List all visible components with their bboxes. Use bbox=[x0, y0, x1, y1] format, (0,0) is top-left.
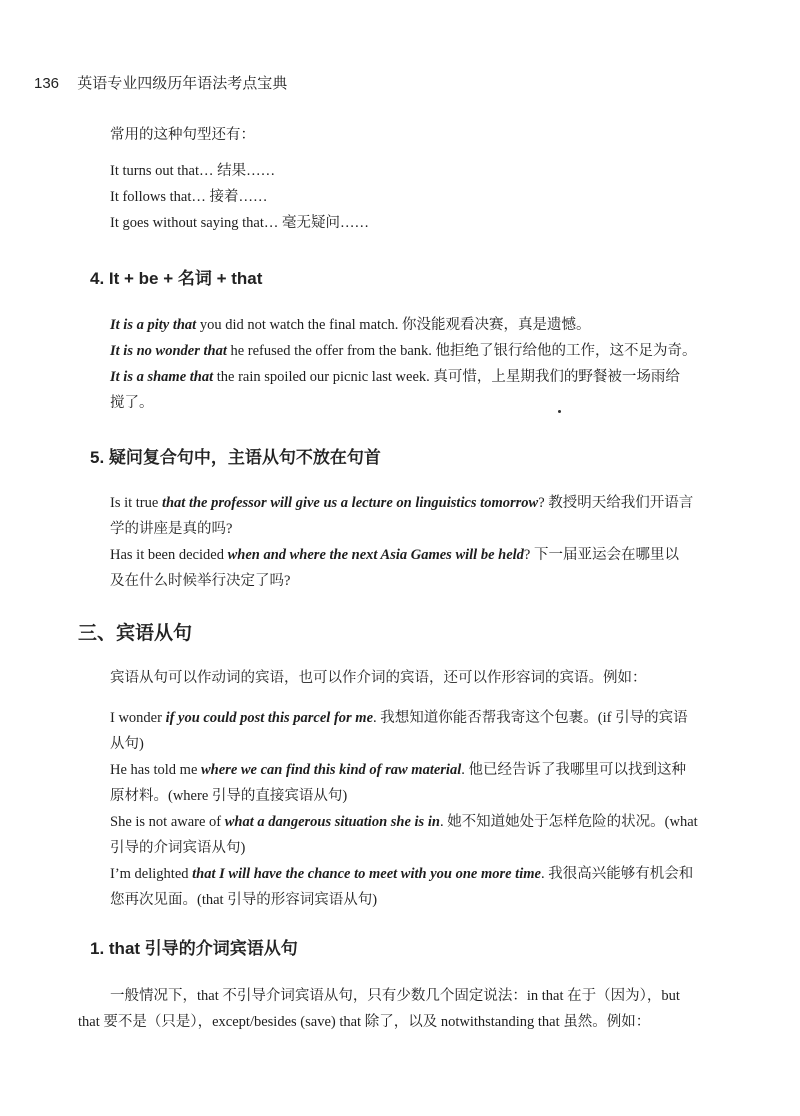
example-sentence: I wonder if you could post this parcel for me. 我想知道你能否帮我寄这个包裹。(if 引导的宾语 bbox=[110, 710, 688, 726]
example-sentence: I’m delighted that I will have the chance to meet with you one more time. 我很高兴能够有机会和 bbox=[110, 866, 694, 882]
section-three-examples bbox=[110, 705, 698, 913]
example-sentence-cont: 原材料。(where 引导的直接宾语从句) bbox=[110, 788, 348, 804]
example-sentence: He has told me where we can find this kind of raw material. 他已经告诉了我哪里可以找到这种 bbox=[110, 762, 686, 778]
subsection-1-paragraph bbox=[78, 983, 680, 1035]
common-patterns-block bbox=[110, 122, 369, 236]
example-sentence: It is no wonder that he refused the offer from the bank. 他拒绝了银行给他的工作，这不足为奇。 bbox=[110, 343, 697, 359]
example-sentence-cont: 搅了。 bbox=[110, 395, 154, 411]
section-5-heading: 5. 疑问复合句中，主语从句不放在句首 bbox=[90, 448, 381, 467]
example-sentence: She is not aware of what a dangerous situation she is in. 她不知道她处于怎样危险的状况。(what bbox=[110, 814, 698, 830]
paragraph-line: that 要不是（只是），except/besides (save) that 除了，以及 notwithstanding that 虽然。例如： bbox=[78, 1014, 651, 1030]
example-sentence-cont: 及在什么时候举行决定了吗? bbox=[110, 573, 291, 589]
subsection-1-heading: 1. that 引导的介词宾语从句 bbox=[90, 939, 298, 958]
example-sentence-cont: 从句) bbox=[110, 736, 144, 752]
stray-mark bbox=[558, 410, 561, 413]
example-sentence: Has it been decided when and where the next Asia Games will be held? 下一届亚运会在哪里以 bbox=[110, 547, 679, 563]
emphasis: what a dangerous situation she is in bbox=[224, 814, 440, 830]
example-sentence: Is it true that the professor will give us a lecture on linguistics tomorrow? 教授明天给我们开语言 bbox=[110, 495, 694, 511]
example-sentence-cont: 学的讲座是真的吗? bbox=[110, 521, 233, 537]
emphasis: where we can find this kind of raw material bbox=[201, 762, 462, 778]
page-header bbox=[34, 72, 287, 93]
pattern-item: It follows that… 接着…… bbox=[110, 189, 268, 205]
example-sentence: It is a shame that the rain spoiled our picnic last week. 真可惜，上星期我们的野餐被一场雨给 bbox=[110, 369, 680, 385]
emphasis: when and where the next Asia Games will be held bbox=[227, 547, 524, 563]
emphasis: It is a shame that bbox=[110, 369, 214, 385]
emphasis: that the professor will give us a lecture on linguistics tomorrow bbox=[161, 495, 539, 511]
section-three-heading: 三、宾语从句 bbox=[78, 622, 193, 644]
section-4-heading: 4. It + be + 名词 + that bbox=[90, 269, 263, 288]
pattern-item: It goes without saying that… 毫无疑问…… bbox=[110, 215, 369, 231]
emphasis: It is no wonder that bbox=[110, 343, 227, 359]
section-4-examples bbox=[110, 312, 697, 416]
example-sentence-cont: 引导的介词宾语从句) bbox=[110, 840, 246, 856]
paragraph-line: 一般情况下，that 不引导介词宾语从句，只有少数几个固定说法：in that 在于（因为），but bbox=[110, 988, 680, 1004]
common-patterns-intro: 常用的这种句型还有： bbox=[110, 127, 255, 143]
example-sentence: It is a pity that you did not watch the final match. 你没能观看决赛，真是遗憾。 bbox=[110, 317, 591, 333]
pattern-item: It turns out that… 结果…… bbox=[110, 163, 276, 179]
emphasis: that I will have the chance to meet with you one more time bbox=[192, 866, 541, 882]
section-5-examples bbox=[110, 490, 693, 594]
emphasis: if you could post this parcel for me bbox=[165, 710, 374, 726]
emphasis: It is a pity that bbox=[110, 317, 197, 333]
example-sentence-cont: 您再次见面。(that 引导的形容词宾语从句) bbox=[110, 892, 378, 908]
book-title: 英语专业四级历年语法考点宝典 bbox=[77, 75, 288, 92]
page-number: 136 bbox=[34, 75, 60, 92]
section-three-intro: 宾语从句可以作动词的宾语，也可以作介词的宾语，还可以作形容词的宾语。例如： bbox=[110, 670, 647, 686]
